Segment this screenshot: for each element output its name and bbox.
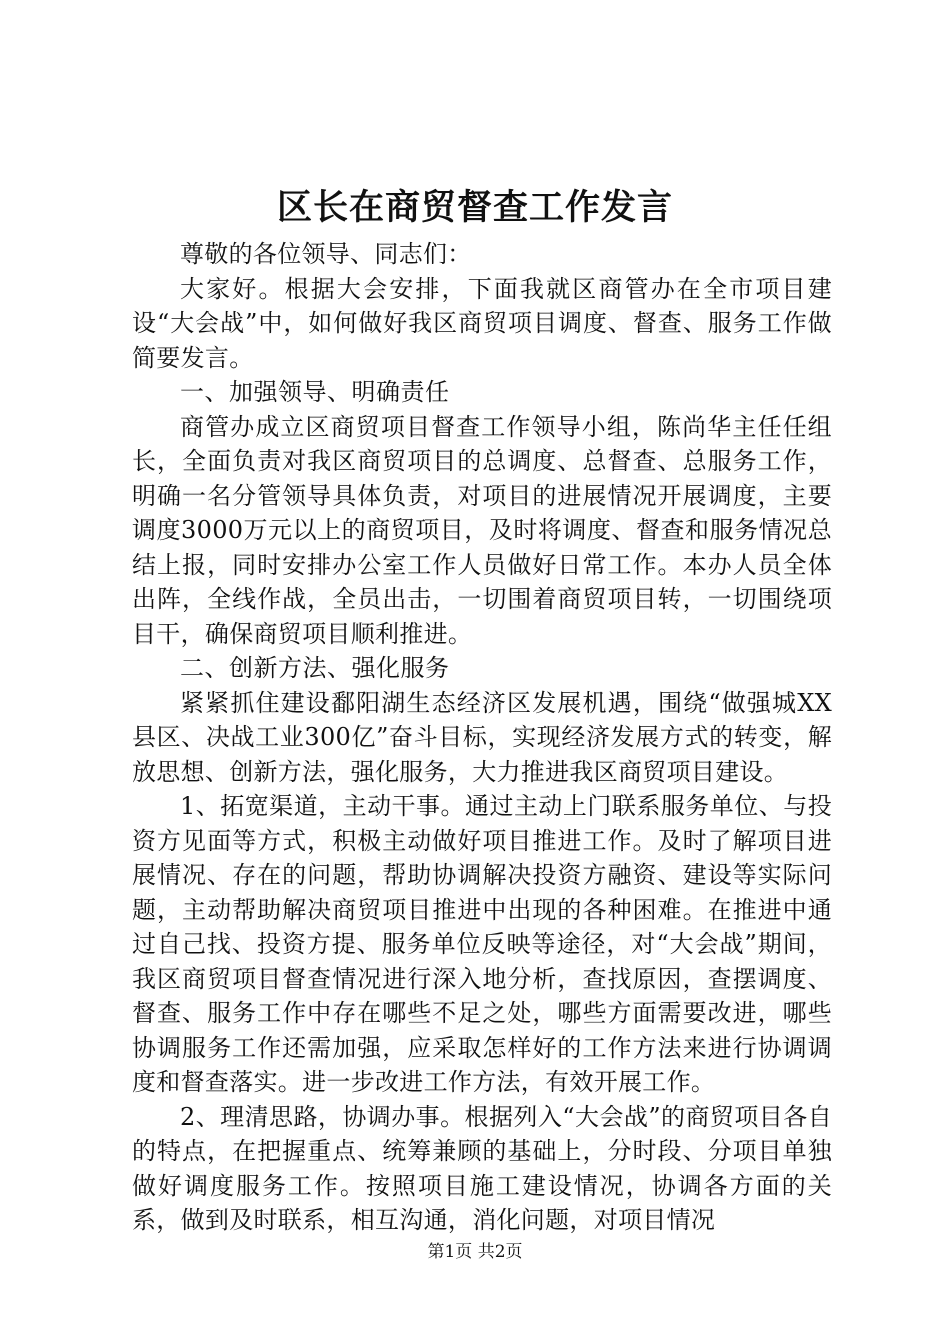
document-body — [132, 237, 832, 1238]
body-paragraph: 2、理清思路，协调办事。根据列入“大会战”的商贸项目各自的特点，在把握重点、统筹兼顾的基础上，分时段、分项目单独做好调度服务工作。按照项目施工建设情况，协调各方面的关系，做到及时联系，相互沟通，消化问题，对项目情况 — [132, 1102, 832, 1234]
salutation: 尊敬的各位领导、同志们： — [180, 240, 472, 268]
section-heading: 二、创新方法、强化服务 — [180, 654, 450, 682]
body-paragraph: 商管办成立区商贸项目督查工作领导小组，陈尚华主任任组长，全面负责对我区商贸项目的总调度、总督查、总服务工作，明确一名分管领导具体负责，对项目的进展情况开展调度，主要调度3000万元以上的商贸项目，及时将调度、督查和服务情况总结上报，同时安排办公室工作人员做好日常工作。本办人员全体出阵，全线作战，全员出击，一切围着商贸项目转，一切围绕项目干，确保商贸项目顺利推进。 — [132, 412, 832, 648]
document-title: 区长在商贸督查工作发言 — [276, 187, 673, 228]
page-footer: 第1页 共2页 — [427, 1242, 523, 1262]
section-heading: 一、加强领导、明确责任 — [180, 378, 450, 406]
body-paragraph: 1、拓宽渠道，主动干事。通过主动上门联系服务单位、与投资方见面等方式，积极主动做好项目推进工作。及时了解项目进展情况、存在的问题，帮助协调解决投资方融资、建设等实际问题，主动帮助解决商贸项目推进中出现的各种困难。在推进中通过自己找、投资方提、服务单位反映等途径，对“大会战”期间，我区商贸项目督查情况进行深入地分析，查找原因，查摆调度、督查、服务工作中存在哪些不足之处，哪些方面需要改进，哪些协调服务工作还需加强，应采取怎样好的工作方法来进行协调调度和督查落实。进一步改进工作方法，有效开展工作。 — [132, 792, 832, 1096]
body-paragraph: 大家好。根据大会安排，下面我就区商管办在全市项目建设“大会战”中，如何做好我区商贸项目调度、督查、服务工作做简要发言。 — [132, 274, 832, 372]
body-paragraph: 紧紧抓住建设鄱阳湖生态经济区发展机遇，围绕“做强城XX县区、决战工业300亿”奋斗目标，实现经济发展方式的转变，解放思想、创新方法，强化服务，大力推进我区商贸项目建设。 — [132, 688, 832, 786]
